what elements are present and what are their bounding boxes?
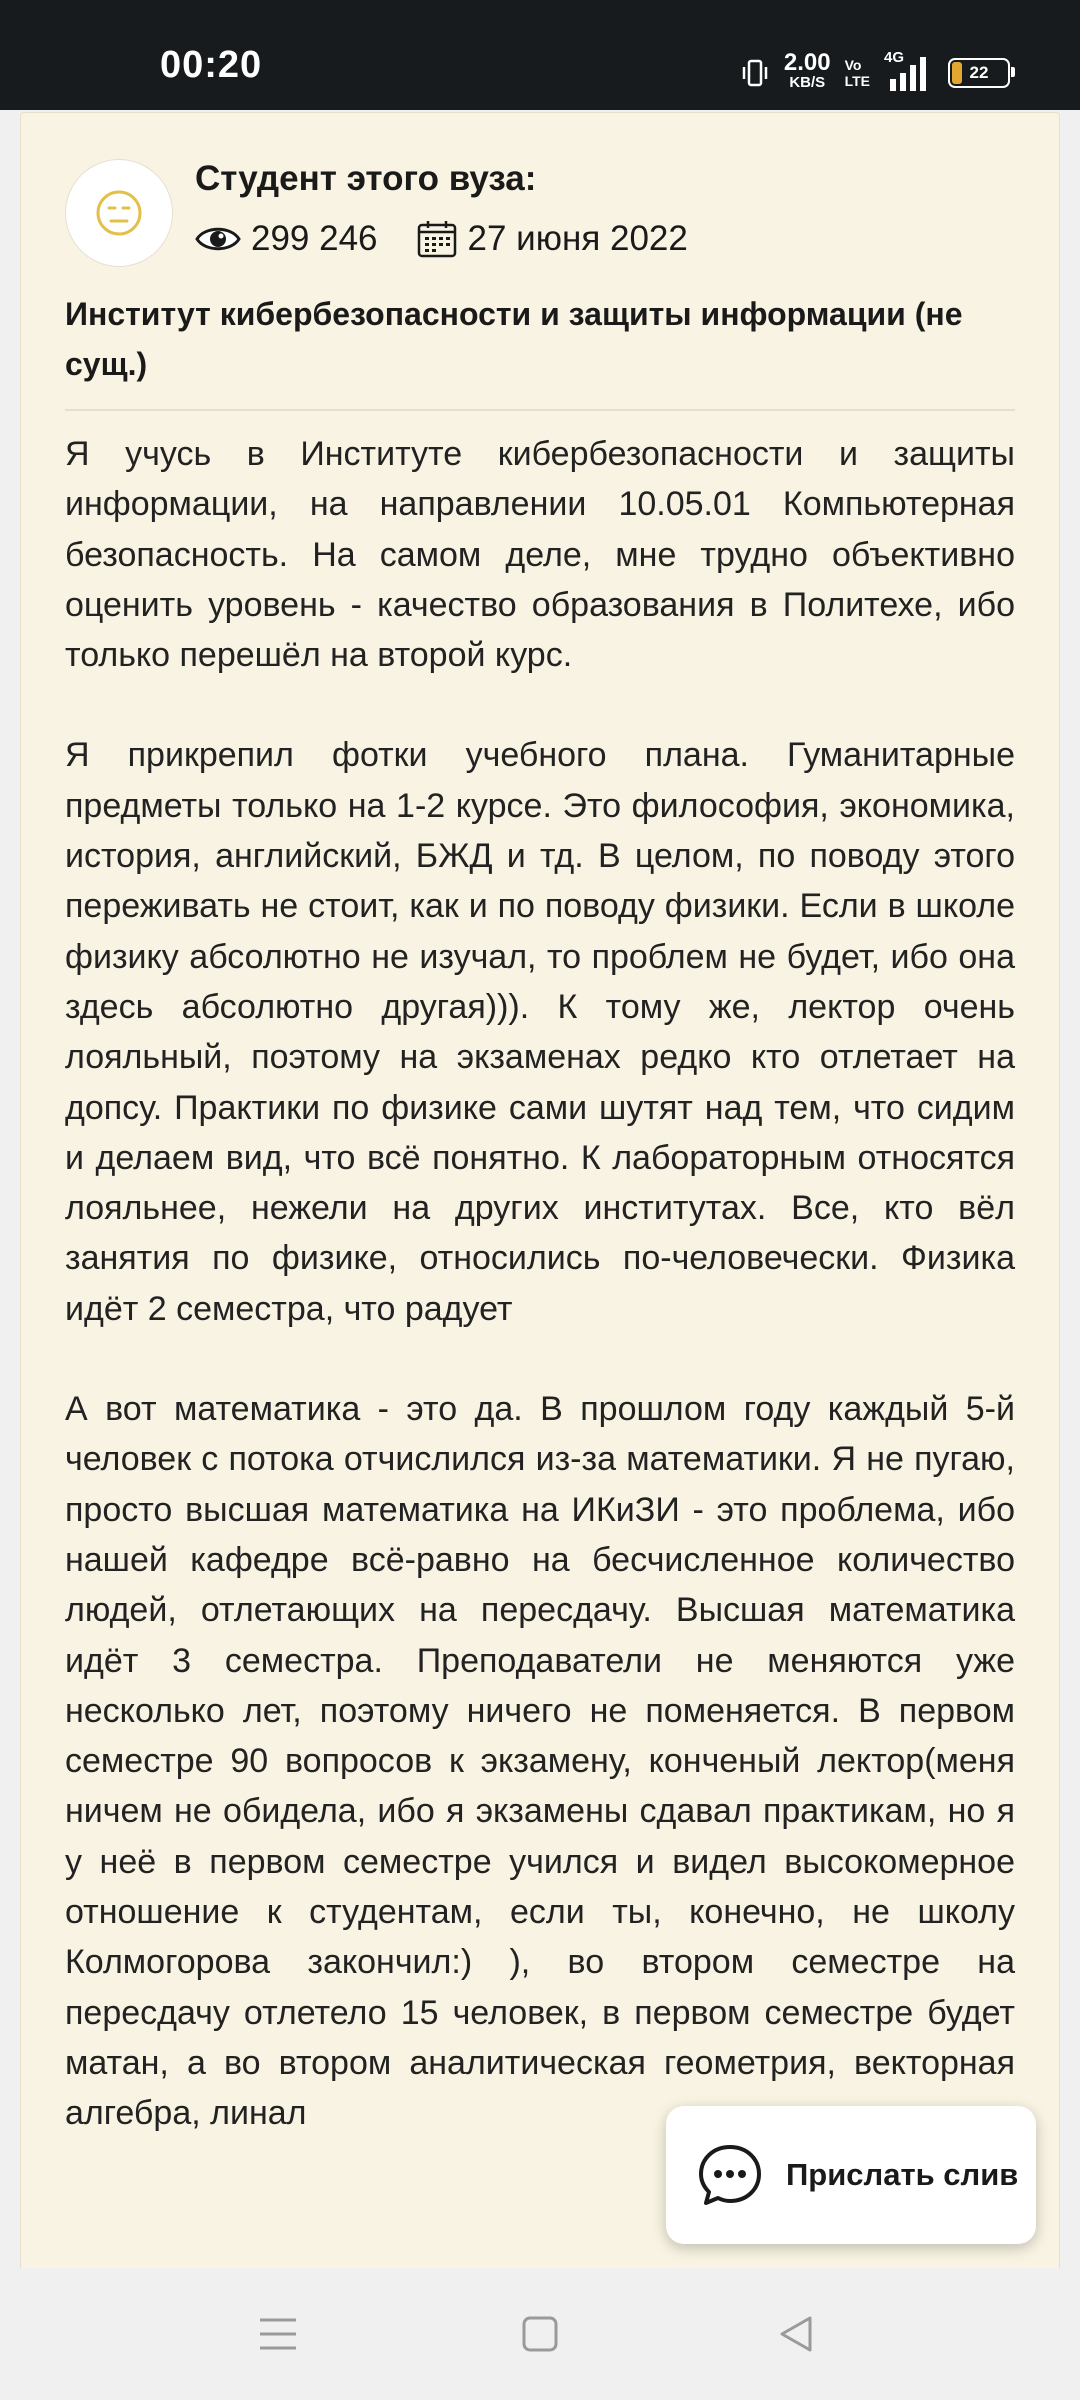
review-paragraph: Я прикрепил фотки учебного плана. Гуманитарные предметы только на 1-2 курсе. Это философия, экономика, история, английский, БЖД и тд. В целом, по поводу этого переживать не стоит, как и по поводу физики. Если в школе физику абсолютно не изучал, то проблем не будет, ибо она здесь абсолютно другая))). К тому же, лектор очень лояльный, поэтому на экзаменах редко кто отлетает на допсу. Практики по физике сами шутят над тем, что сидим и делаем вид, что всё понятно. К лабораторным относятся лояльнее, нежели на других институтах. Все, кто вёл занятия по физике, относились по-человечески. Физика идёт 2 семестра, что радует (65, 736, 1015, 1328)
review-paragraph: Я учусь в Институте кибербезопасности и защиты информации, на направлении 10.05.01 Компьютерная безопасность. На самом деле, мне трудно объективно оценить уровень - качество образования в Политехе, ибо только перешёл на второй курс. (65, 435, 1015, 675)
speed-value: 2.00 (783, 49, 831, 76)
volte-indicator (845, 57, 870, 89)
vibrate-icon (740, 58, 770, 88)
send-leak-button[interactable] (666, 2106, 1036, 2244)
chat-bubble-icon (696, 2141, 764, 2209)
network-type: 4G (884, 49, 905, 66)
author-label: Студент этого вуза: (195, 159, 537, 198)
signal-icon (884, 49, 934, 91)
home-icon[interactable] (514, 2308, 566, 2360)
speed-unit: KB/S (789, 74, 826, 91)
review-card (20, 112, 1060, 2274)
institute-title: Институт кибербезопасности и защиты информации (не сущ.) (65, 296, 963, 382)
eye-icon (195, 222, 241, 256)
review-date: 27 июня 2022 (467, 219, 688, 258)
status-time: 00:20 (160, 44, 263, 86)
network-speed (783, 49, 831, 93)
back-icon[interactable] (770, 2308, 822, 2360)
divider (65, 409, 1015, 411)
volte-bottom: LTE (844, 73, 870, 89)
volte-top: Vo (844, 57, 862, 73)
battery-level: 22 (969, 63, 989, 82)
battery-icon (948, 58, 1010, 88)
send-leak-label: Прислать слив (786, 2157, 1019, 2192)
status-icons (740, 48, 1010, 98)
views-count: 299 246 (251, 219, 378, 258)
navigation-bar (0, 2268, 1080, 2400)
status-bar (0, 0, 1080, 110)
neutral-face-icon (95, 189, 143, 237)
calendar-icon (416, 219, 458, 259)
review-meta (195, 219, 688, 259)
avatar (65, 159, 173, 267)
menu-icon[interactable] (252, 2308, 304, 2360)
review-text (65, 429, 1015, 2189)
review-paragraph: А вот математика - это да. В прошлом году каждый 5-й человек с потока отчислился из-за математики. Я не пугаю, просто высшая математика на ИКиЗИ - это проблема, ибо нашей кафедре всё-равно на бесчисленное количество людей, отлетающих на пересдачу. Высшая математика идёт 3 семестра. Преподаватели не меняются уже несколько лет, поэтому ничего не поменяется. В первом семестре 90 вопросов к экзамену, конченый лектор(меня ничем не обидела, ибо я экзамены сдавал практикам, но я у неё в первом семестре учился и видел высокомерное отношение к студентам, если ты, конечно, не школу Колмогорова закончил:) ), во втором семестре на пересдачу отлетело 15 человек, в первом семестре будет матан, а во втором аналитическая геометрия, векторная алгебра, линал (65, 1390, 1015, 2133)
